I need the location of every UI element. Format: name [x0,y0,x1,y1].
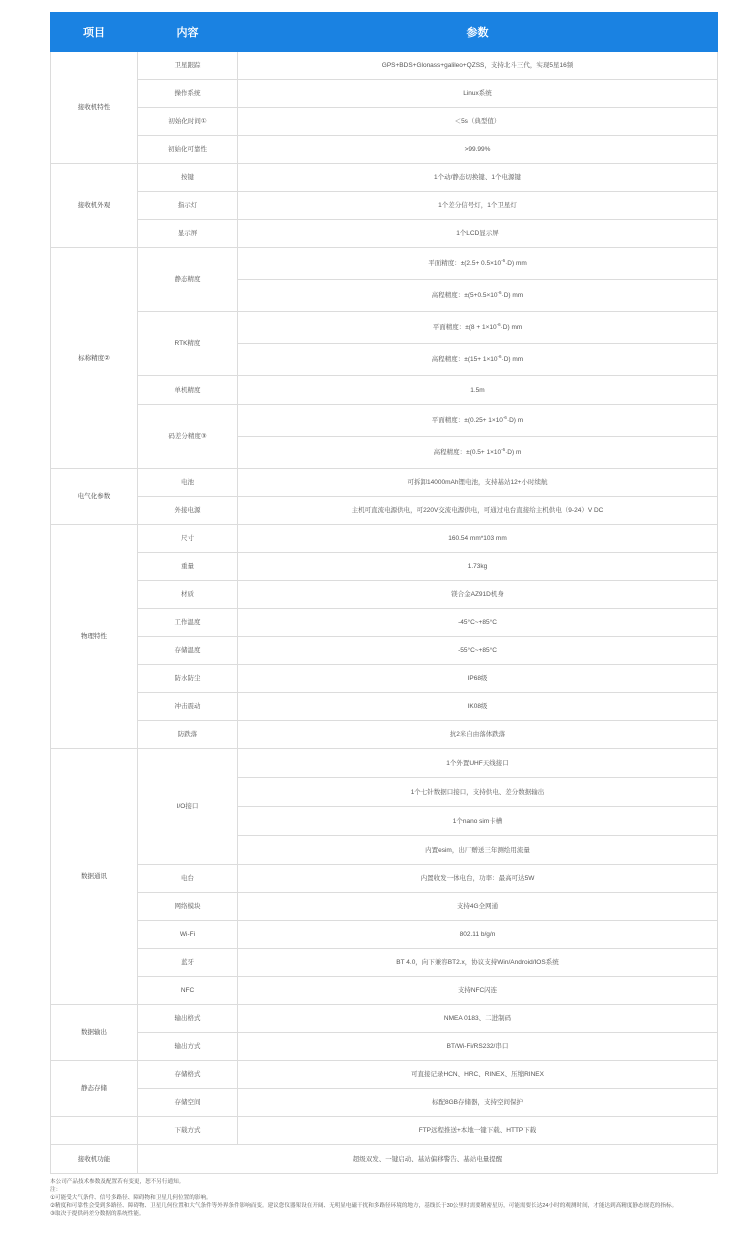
item-label: 电台 [138,865,238,893]
param-value: 支持NFC闪连 [238,977,718,1005]
table-row [51,52,718,80]
param-value: Linux系统 [238,80,718,108]
param-value: 抗2米自由落体跌落 [238,721,718,749]
param-value: IP68级 [238,665,718,693]
table-body [51,52,718,1174]
param-value: IK08级 [238,693,718,721]
table-row [51,721,718,749]
param-value: BT 4.0，向下兼容BT2.x，协议支持Win/Android/IOS系统 [238,949,718,977]
param-value: 高程精度：$\pm(5+0.5\times 10^{-6}\cdot D)$ mm [238,280,718,312]
table-row [51,693,718,721]
param-value: 1.73kg [238,553,718,581]
table-row [51,921,718,949]
table-header-row [51,13,718,52]
table-row [51,136,718,164]
table-row [51,108,718,136]
item-label: 输出格式 [138,1005,238,1033]
item-label: 尺寸 [138,525,238,553]
item-label: 码差分精度③ [138,405,238,469]
table-row [51,405,718,437]
param-value: 1.5m [238,376,718,405]
exponent: -6 [496,321,501,327]
category-label: 电气化参数 [51,469,138,525]
item-label: 存储温度 [138,637,238,665]
item-label: 外接电源 [138,497,238,525]
footnote-line: 本公司产品技术参数及配置若有变更，恕不另行通知。 [50,1179,185,1185]
param-value: ＜5s（典型值） [238,108,718,136]
category-label: 接收机功能 [51,1145,138,1174]
table-row [51,469,718,497]
exponent: -6 [497,289,502,295]
item-label: 静态精度 [138,248,238,312]
item-label: I/O接口 [138,749,238,865]
exponent: -6 [497,353,502,359]
table-row [51,497,718,525]
spec-table-wrapper [50,12,717,1174]
exponent: -6 [501,257,506,263]
item-label: 存储格式 [138,1061,238,1089]
spec-table [50,12,718,1174]
param-value: 平面精度：$\pm(2.5+ 0.5\times 10^{-6}\cdot D)$ mm [238,248,718,280]
param-value: 平面精度：$\pm(8 + 1\times 10^{-6}\cdot D)$ mm [238,312,718,344]
param-value: 可直接记录HCN、HRC、RINEX、压缩RINEX [238,1061,718,1089]
header-content: 内容 [138,13,238,52]
param-value: 可拆卸14000mAh锂电池，支持基站12+小时续航 [238,469,718,497]
category-label: 静态存储 [51,1061,138,1117]
table-row [51,637,718,665]
param-value: 支持4G全网通 [238,893,718,921]
category-label [51,1117,138,1145]
table-row [51,609,718,637]
item-label: NFC [138,977,238,1005]
item-label: 输出方式 [138,1033,238,1061]
param-value: 1个外置UHF天线接口 [238,749,718,778]
item-label: 按键 [138,164,238,192]
item-label: 材质 [138,581,238,609]
table-row [51,553,718,581]
param-value: 超级双发、一键启动、基站偏移警告、基站电量提醒 [138,1145,718,1174]
table-row [51,376,718,405]
item-label: 冲击震动 [138,693,238,721]
param-value: 1个nano sim卡槽 [238,807,718,836]
table-row [51,248,718,280]
param-value: -55°C~+85°C [238,637,718,665]
table-row [51,1005,718,1033]
table-row [51,312,718,344]
item-label: Wi-Fi [138,921,238,949]
table-row [51,1089,718,1117]
table-row [51,220,718,248]
param-value: 高程精度：$\pm(15+ 1\times 10^{-6}\cdot D)$ mm [238,344,718,376]
item-label: 操作系统 [138,80,238,108]
table-row [51,665,718,693]
param-value: 内置收发一体电台，功率：最高可达5W [238,865,718,893]
param-value: 1个LCD显示屏 [238,220,718,248]
item-label: 蓝牙 [138,949,238,977]
item-label: 网络模块 [138,893,238,921]
item-label: 存储空间 [138,1089,238,1117]
table-row [51,749,718,778]
param-value: >99.99% [238,136,718,164]
item-label: 工作温度 [138,609,238,637]
item-label: 防跌落 [138,721,238,749]
footnote-line: ①可能受大气条件、信号多路径、障碍物和卫星几何位置的影响。 [50,1195,212,1202]
param-value: 1个动/静态切换键、1个电源键 [238,164,718,192]
param-value: 主机可直流电源供电，可220V交流电源供电，可通过电台直接给主机供电（9-24）V DC [238,497,718,525]
item-label: 下载方式 [138,1117,238,1145]
category-label: 数据输出 [51,1005,138,1061]
table-row [51,80,718,108]
item-label: 初始化可靠性 [138,136,238,164]
table-row [51,581,718,609]
header-item: 项目 [51,13,138,52]
table-row [51,192,718,220]
category-label: 数据通讯 [51,749,138,1005]
header-params: 参数 [238,13,718,52]
footnotes [50,1178,717,1218]
param-value: 平面精度：$\pm(0.25+ 1\times 10^{-6}\cdot D)$ m [238,405,718,437]
footnote-line: ③取决于提供码差分数据的系统性能。 [50,1211,145,1218]
item-label: 卫星跟踪 [138,52,238,80]
footnote-line: ②精度和可靠性会受到多路径、障碍物、卫星几何位置和大气条件等外界条件影响而变。建议您仪器架设在开阔、无明显电磁干扰和多路径环境的地方，基线长于30公里时需要精密星历，可能需要长达24小时的观测时间，才能达到高精度静态规范的指标。 [50,1203,678,1210]
param-value: -45°C~+85°C [238,609,718,637]
param-value: 镁合金AZ91D机身 [238,581,718,609]
table-row [51,949,718,977]
table-row [51,865,718,893]
item-label: 显示屏 [138,220,238,248]
table-row [51,525,718,553]
category-label: 接收机特性 [51,52,138,164]
param-value: 802.11 b/g/n [238,921,718,949]
category-label: 物理特性 [51,525,138,749]
param-value: FTP远程推送+本地一键下载、HTTP下载 [238,1117,718,1145]
table-row [51,1117,718,1145]
param-value: GPS+BDS+Glonass+galileo+QZSS，支持北斗三代，实现5星16频 [238,52,718,80]
item-label: 重量 [138,553,238,581]
exponent: -6 [502,414,507,420]
param-value: NMEA 0183、二进制码 [238,1005,718,1033]
param-value: 高程精度：$\pm(0.5+ 1\times 10^{-6}\cdot D)$ m [238,437,718,469]
item-label: 单机精度 [138,376,238,405]
table-row [51,164,718,192]
table-row [51,893,718,921]
item-label: RTK精度 [138,312,238,376]
table-row [51,1033,718,1061]
table-row [51,1061,718,1089]
item-label: 初始化时间① [138,108,238,136]
param-value: BT/Wi-Fi/RS232/串口 [238,1033,718,1061]
exponent: -6 [501,446,506,452]
param-value: 1个七针数据口接口，支持供电、差分数据输出 [238,778,718,807]
param-value: 160.54 mm*103 mm [238,525,718,553]
param-value: 标配8GB存储器，支持空间保护 [238,1089,718,1117]
category-label: 标称精度② [51,248,138,469]
footnote-line: 注： [50,1187,62,1194]
item-label: 防水防尘 [138,665,238,693]
item-label: 指示灯 [138,192,238,220]
table-row [51,977,718,1005]
item-label: 电池 [138,469,238,497]
table-row [51,1145,718,1174]
category-label: 接收机外观 [51,164,138,248]
param-value: 内置esim，出厂赠送三年测绘用流量 [238,836,718,865]
param-value: 1个差分信号灯，1个卫星灯 [238,192,718,220]
